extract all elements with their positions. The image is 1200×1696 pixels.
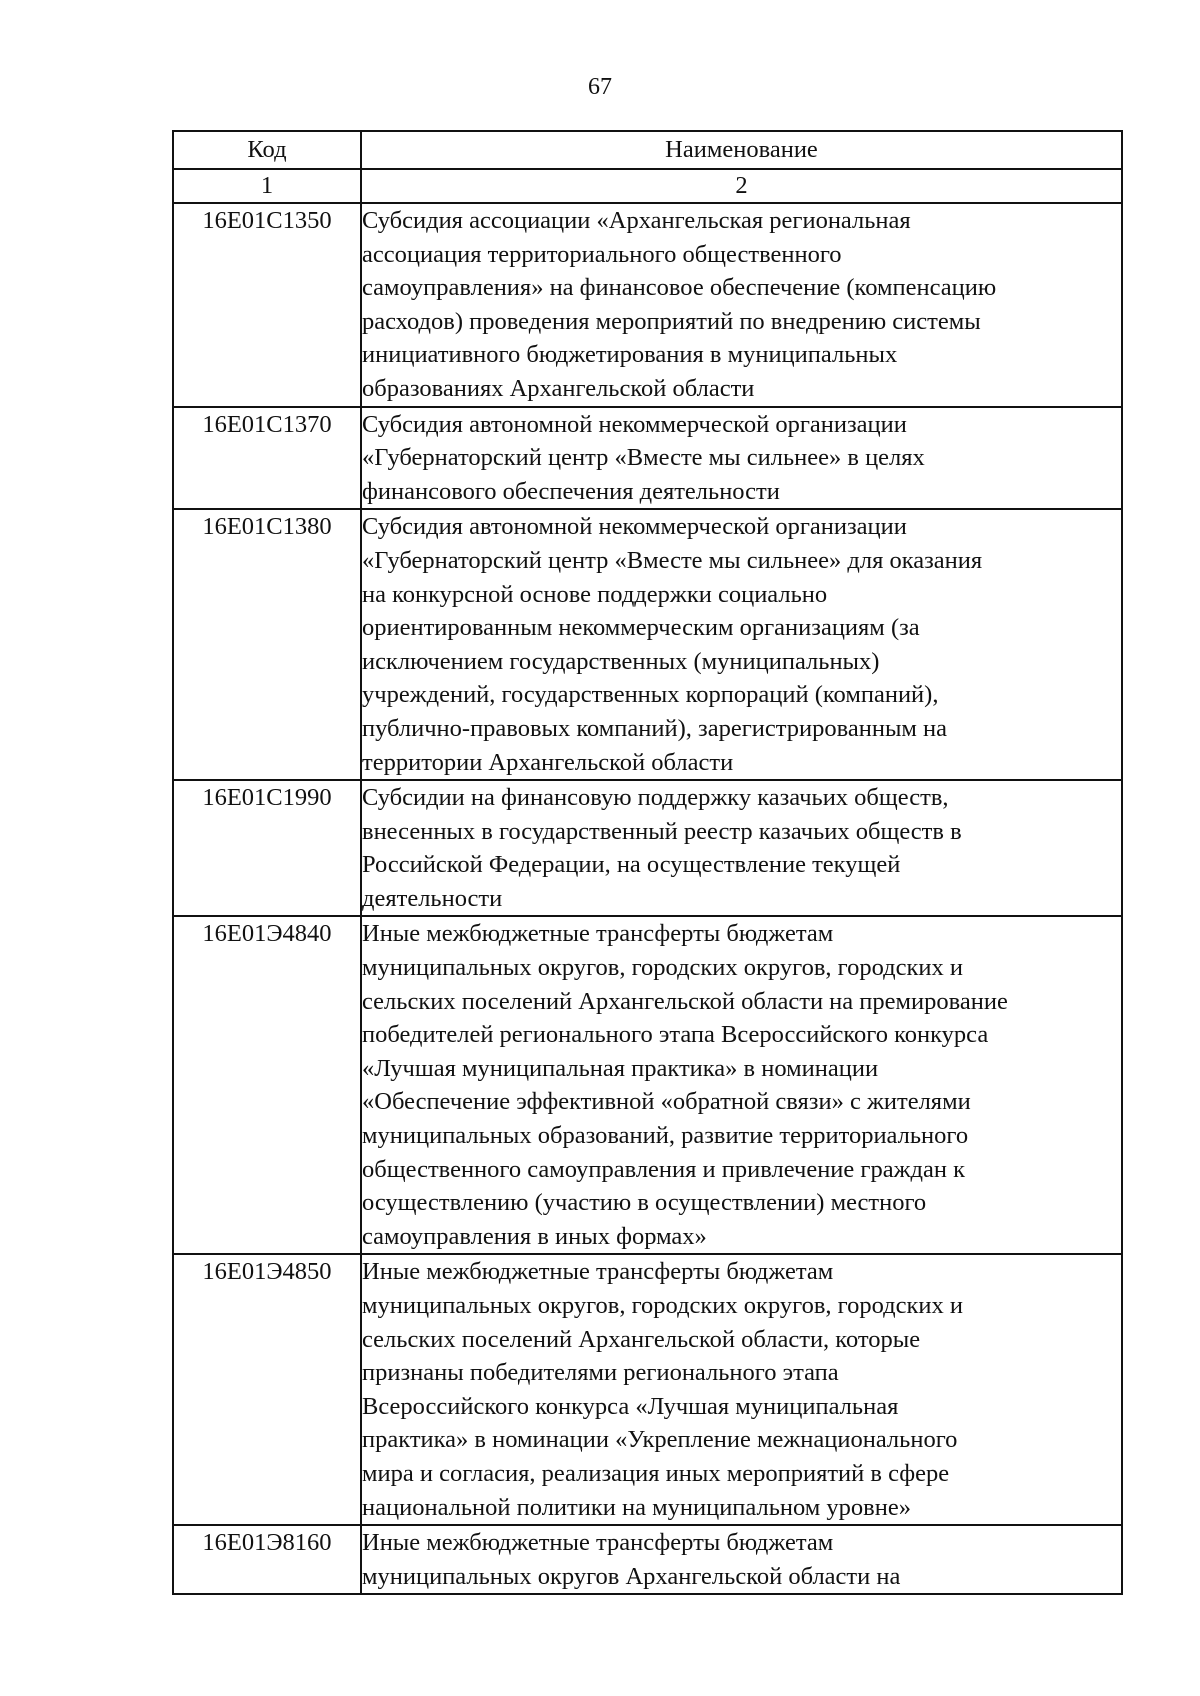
row-name-line: Всероссийского конкурса «Лучшая муниципальная: [362, 1392, 899, 1420]
row-code: 16Е01С1370: [173, 407, 361, 510]
row-code: 16Е01С1990: [173, 780, 361, 916]
row-name: [361, 1254, 1122, 1525]
row-name: [361, 1525, 1122, 1594]
row-code: 16Е01С1380: [173, 509, 361, 780]
row-name-line: Иные межбюджетные трансферты бюджетам: [362, 1529, 834, 1557]
column-number-row: [173, 169, 1122, 203]
row-name-line: ассоциация территориального общественного: [362, 240, 842, 268]
row-name-line: национальной политики на муниципальном уровне»: [362, 1493, 911, 1521]
row-name: [361, 916, 1122, 1254]
row-name-line: осуществлению (участию в осуществлении) местного: [362, 1189, 927, 1217]
row-name-line: ориентированным некоммерческим организациям (за: [362, 614, 920, 642]
row-name-line: образованиях Архангельской области: [362, 374, 755, 402]
page-number: 67: [588, 74, 612, 100]
header-code: Код: [173, 131, 361, 169]
row-name-line: победителей регионального этапа Всероссийского конкурса: [362, 1021, 989, 1049]
row-name-line: сельских поселений Архангельской области на премирование: [362, 987, 1008, 1015]
row-name-line: «Обеспечение эффективной «обратной связи» с жителями: [362, 1088, 971, 1116]
row-name: [361, 203, 1122, 407]
row-name-line: муниципальных образований, развитие территориального: [362, 1122, 969, 1150]
row-name-line: Российской Федерации, на осуществление текущей: [362, 851, 901, 879]
row-name-line: территории Архангельской области: [362, 748, 734, 776]
row-name-line: расходов) проведения мероприятий по внедрению системы: [362, 307, 981, 335]
row-name-line: учреждений, государственных корпораций (компаний),: [362, 681, 939, 709]
row-name-line: признаны победителями регионального этапа: [362, 1359, 839, 1387]
row-name-line: инициативного бюджетирования в муниципальных: [362, 341, 898, 369]
row-name-line: «Губернаторский центр «Вместе мы сильнее» для оказания: [362, 546, 983, 574]
row-name-line: муниципальных округов, городских округов, городских и: [362, 1292, 963, 1319]
table-row: [173, 407, 1122, 510]
row-name-line: практика» в номинации «Укрепление межнационального: [362, 1426, 958, 1454]
row-name-line: муниципальных округов Архангельской области на: [362, 1562, 901, 1590]
column-number-code: 1: [173, 169, 361, 203]
row-name: [361, 509, 1122, 780]
table-row: [173, 780, 1122, 916]
row-name-line: сельских поселений Архангельской области, которые: [362, 1325, 921, 1353]
table-header-row: [173, 131, 1122, 169]
row-code: 16Е01Э8160: [173, 1525, 361, 1594]
row-name-line: общественного самоуправления и привлечение граждан к: [362, 1155, 965, 1183]
row-name-line: «Губернаторский центр «Вместе мы сильнее» в целях: [362, 444, 925, 472]
table-row: [173, 203, 1122, 407]
row-code: 16Е01Э4840: [173, 916, 361, 1254]
row-name-line: деятельности: [362, 884, 503, 912]
row-code: 16Е01Э4850: [173, 1254, 361, 1525]
row-name-line: Иные межбюджетные трансферты бюджетам: [362, 1258, 834, 1286]
row-name-line: самоуправления» на финансовое обеспечение (компенсацию: [362, 274, 997, 302]
header-name: Наименование: [361, 131, 1122, 169]
row-name-line: Субсидия автономной некоммерческой организации: [362, 410, 907, 438]
row-name: [361, 780, 1122, 916]
row-name-line: Субсидия автономной некоммерческой организации: [362, 513, 907, 541]
row-name-line: на конкурсной основе поддержки социально: [362, 580, 828, 608]
row-name-line: внесенных в государственный реестр казачьих обществ в: [362, 817, 962, 845]
row-name: [361, 407, 1122, 510]
row-name-line: мира и согласия, реализация иных мероприятий в сфере: [362, 1459, 950, 1487]
table-row: [173, 1254, 1122, 1525]
row-code: 16Е01С1350: [173, 203, 361, 407]
table-row: [173, 916, 1122, 1254]
table-row: [173, 1525, 1122, 1594]
row-name-line: Субсидии на финансовую поддержку казачьих обществ,: [362, 784, 949, 812]
row-name-line: Иные межбюджетные трансферты бюджетам: [362, 920, 834, 948]
row-name-line: финансового обеспечения деятельности: [362, 477, 780, 505]
row-name-line: «Лучшая муниципальная практика» в номинации: [362, 1054, 879, 1082]
row-name-line: исключением государственных (муниципальных): [362, 647, 880, 675]
row-name-line: самоуправления в иных формах»: [362, 1222, 707, 1250]
budget-codes-table: [172, 130, 1123, 1595]
column-number-name: 2: [361, 169, 1122, 203]
row-name-line: публично-правовых компаний), зарегистрированным на: [362, 714, 948, 742]
table-row: [173, 509, 1122, 780]
row-name-line: Субсидия ассоциации «Архангельская региональная: [362, 207, 911, 234]
row-name-line: муниципальных округов, городских округов, городских и: [362, 954, 963, 982]
